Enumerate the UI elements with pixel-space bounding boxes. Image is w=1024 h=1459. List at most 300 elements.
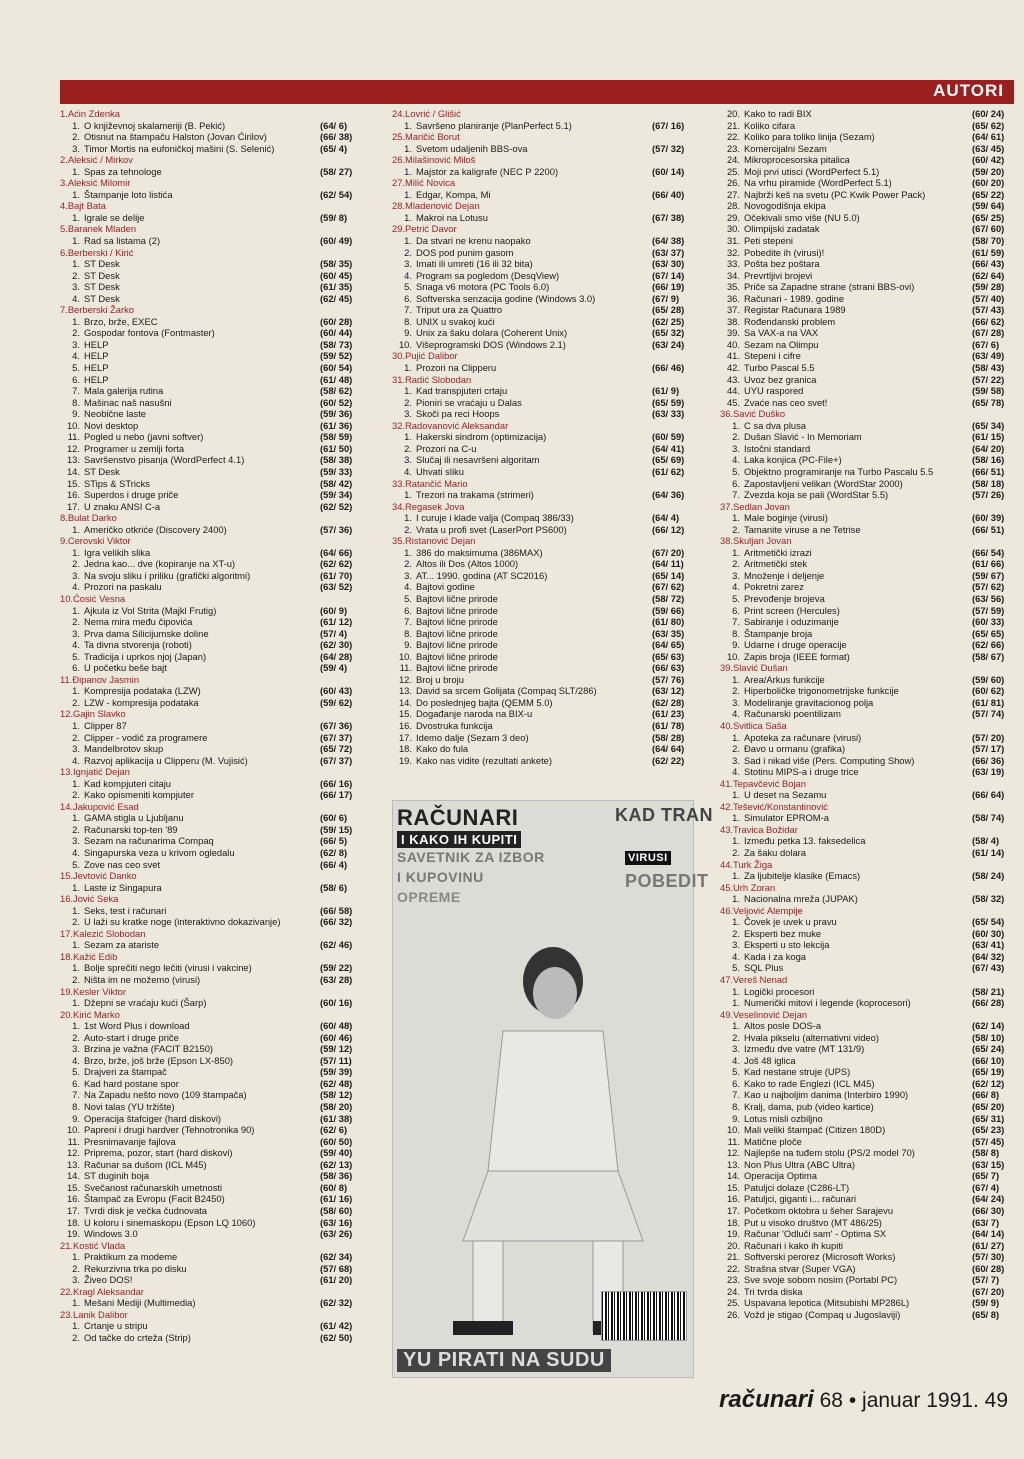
issue-page-reference: (58/ 32) [972, 893, 1005, 905]
article-entry [392, 258, 692, 270]
article-number: 2. [404, 396, 412, 408]
article-title: Priprema, pozor, start (hard diskovi) [84, 1147, 233, 1159]
article-title: Mali veliki štampač (Citizen 180D) [744, 1124, 886, 1136]
article-title: Aritmetički izrazi [744, 546, 812, 558]
article-title: Kompresija podataka (LZW) [84, 685, 201, 697]
issue-page-reference: (65/ 63) [652, 650, 685, 662]
article-entry [720, 420, 1012, 432]
issue-page-reference: (59/ 40) [320, 1147, 353, 1159]
issue-page-reference: (61/ 36) [320, 419, 353, 431]
article-number: 1. [404, 512, 412, 524]
article-title: Trezori na trakama (strimeri) [416, 489, 534, 501]
article-title: Računari i kako ih kupiti [744, 1239, 844, 1251]
article-entry [392, 431, 692, 443]
author-name: 5.Baranek Mladen [60, 223, 137, 235]
article-number: 1. [72, 604, 80, 616]
article-title: Superdos i druge priče [84, 489, 179, 501]
article-entry [392, 674, 692, 686]
article-title: C sa dva plusa [744, 419, 807, 431]
article-entry [60, 1228, 360, 1240]
issue-page-reference: (66/ 36) [972, 754, 1005, 766]
article-entry [392, 489, 692, 501]
article-title: Slučaj ili nesavršeni algoritam [416, 454, 540, 466]
article-entry [60, 835, 360, 847]
issue-page-reference: (58/ 6) [320, 881, 348, 893]
issue-page-reference: (64/ 24) [972, 1193, 1005, 1205]
article-number: 1. [732, 916, 740, 928]
issue-page-reference: (64/ 66) [320, 546, 353, 558]
article-title: Singapurska veza u krivom ogledalu [84, 847, 235, 858]
article-title: Strašna stvar (Super VGA) [744, 1262, 856, 1274]
issue-page-reference: (65/ 25) [972, 211, 1005, 223]
article-entry [60, 420, 360, 432]
author-name: 36.Savić Duško [720, 408, 786, 420]
issue-page-reference: (61/ 16) [320, 1193, 353, 1205]
issue-page-reference: (61/ 48) [320, 373, 353, 385]
article-entry [720, 1043, 1012, 1055]
issue-page-reference: (59/ 28) [972, 281, 1005, 293]
issue-page-reference: (60/ 54) [320, 362, 353, 374]
issue-page-reference: (62/ 12) [972, 1077, 1005, 1089]
article-entry [720, 489, 1012, 501]
article-number: 3. [404, 408, 412, 420]
article-number: 3. [72, 569, 80, 581]
article-entry [720, 986, 1012, 998]
article-entry [720, 350, 1012, 362]
article-entry [720, 200, 1012, 212]
magazine-logo: računari [719, 1386, 814, 1413]
issue-page-reference: (65/ 31) [972, 1112, 1005, 1124]
issue-page-reference: (61/ 9) [652, 385, 680, 397]
issue-page-reference: (60/ 49) [320, 235, 353, 247]
article-title: U znaku ANSI C-a [84, 500, 161, 512]
article-number: 2. [72, 616, 80, 628]
author-name: 12.Gajin Slavko [60, 708, 126, 720]
article-entry [60, 235, 360, 247]
article-title: Turbo Pascal 5.5 [744, 362, 815, 374]
issue-page-reference: (62/ 46) [320, 939, 353, 951]
issue-page-reference: (62/ 30) [320, 639, 353, 651]
article-title: Dvostruka funkcija [416, 719, 493, 731]
article-title: Da stvari ne krenu naopako [416, 235, 531, 247]
article-number: 2. [72, 131, 80, 143]
article-number: 26. [726, 177, 740, 189]
issue-page-reference: (65/ 7) [972, 1170, 1000, 1182]
article-title: Bajtovi lične prirode [416, 604, 498, 616]
article-number: 10. [726, 650, 740, 662]
article-title: Štampanje broja [744, 627, 813, 639]
article-entry [720, 431, 1012, 443]
article-entry [392, 639, 692, 651]
issue-page-reference: (58/ 36) [320, 1170, 353, 1182]
article-title: Koliko para toliko linija (Sezam) [744, 131, 875, 143]
article-number: 3. [732, 569, 740, 581]
issue-page-reference: (59/ 67) [972, 569, 1005, 581]
issue-page-reference: (58/ 38) [320, 454, 353, 466]
article-title: Kako do fula [416, 743, 469, 755]
author-name: 24.Lovrić / Glišić [392, 108, 461, 119]
article-title: Simulator EPROM-a [744, 812, 829, 824]
article-entry [60, 662, 360, 674]
article-entry [720, 1159, 1012, 1171]
article-title: Kada i za koga [744, 950, 807, 962]
article-entry [60, 131, 360, 143]
issue-page-reference: (64/ 36) [652, 489, 685, 501]
issue-page-reference: (65/ 59) [652, 396, 685, 408]
issue-page-reference: (58/ 16) [972, 454, 1005, 466]
author-name: 17.Kalezić Slobodan [60, 927, 146, 939]
article-title: Rekurzivna trka po disku [84, 1262, 187, 1274]
article-entry [60, 143, 360, 155]
article-title: Đavo u ormanu (grafika) [744, 743, 846, 755]
author-name: 14.Jakupović Esad [60, 800, 139, 812]
article-title: ST duginih boja [84, 1170, 149, 1182]
article-number: 14. [726, 1170, 740, 1182]
article-entry [720, 189, 1012, 201]
article-title: Igra velikih slika [84, 546, 151, 558]
article-title: Seks, test i računari [84, 904, 167, 916]
article-entry [720, 697, 1012, 709]
article-entry [392, 581, 692, 593]
article-title: Tri tvrda diska [744, 1285, 803, 1297]
article-title: Dušan Slavić - In Memoriam [744, 431, 862, 443]
article-entry [720, 1228, 1012, 1240]
issue-page-reference: (64/ 38) [652, 235, 685, 247]
article-number: 43. [726, 373, 740, 385]
issue-page-reference: (64/ 4) [652, 512, 680, 524]
issue-page-reference: (64/ 61) [972, 131, 1005, 143]
article-title: Kralj, dama, pub (video kartice) [744, 1101, 874, 1113]
article-entry [60, 1055, 360, 1067]
issue-page-reference: (65/ 19) [972, 1066, 1005, 1078]
article-entry [720, 581, 1012, 593]
issue-page-reference: (66/ 5) [320, 835, 348, 847]
article-number: 5. [404, 592, 412, 604]
article-title: Za šaku dolara [744, 847, 807, 858]
article-number: 10. [726, 1124, 740, 1136]
article-number: 2. [72, 974, 80, 986]
article-title: Tradicija i uprkos njoj (Japan) [84, 650, 207, 662]
issue-page-reference: (59/ 58) [972, 385, 1005, 397]
article-entry [720, 316, 1012, 328]
article-entry [60, 1263, 360, 1275]
article-entry [720, 327, 1012, 339]
article-title: Istočni standard [744, 442, 811, 454]
issue-page-reference: (61/ 27) [972, 1239, 1005, 1251]
cover-headline: RAČUNARI [397, 805, 519, 830]
article-title: SQL Plus [744, 962, 784, 974]
article-title: Savršenstvo pisanja (WordPerfect 4.1) [84, 454, 245, 466]
article-entry [720, 374, 1012, 386]
article-number: 15. [66, 1181, 80, 1193]
article-number: 1. [72, 523, 80, 535]
article-entry [392, 327, 692, 339]
article-entry [720, 362, 1012, 374]
article-title: Clipper - vodič za programere [84, 731, 208, 743]
article-number: 6. [72, 662, 80, 674]
article-number: 1. [72, 315, 80, 327]
issue-page-reference: (60/ 48) [320, 1020, 353, 1032]
issue-page-reference: (66/ 8) [972, 1089, 1000, 1101]
article-number: 5. [72, 362, 80, 374]
article-title: Pioniri se vraćaju u Dalas [416, 396, 522, 408]
article-title: Mikroprocesorska pitalica [744, 154, 850, 166]
issue-page-reference: (58/ 10) [972, 1031, 1005, 1043]
article-title: Prozori na Clipperu [416, 362, 497, 374]
article-number: 13. [66, 1158, 80, 1170]
issue-page-reference: (62/ 54) [320, 188, 353, 200]
issue-page-reference: (59/ 12) [320, 1043, 353, 1055]
article-title: Softverska senzacija godine (Windows 3.0) [416, 292, 596, 304]
article-number: 9. [404, 639, 412, 651]
issue-page-reference: (57/ 59) [972, 604, 1005, 616]
article-title: Stotinu MIPS-a i druge trice [744, 766, 859, 778]
issue-page-reference: (58/ 70) [972, 235, 1005, 247]
issue-page-reference: (66/ 10) [972, 1054, 1005, 1066]
magazine-cover-image [392, 800, 713, 1378]
issue-page-reference: (66/ 51) [972, 523, 1005, 535]
issue-page-reference: (60/ 9) [320, 604, 348, 616]
issue-page-reference: (65/ 72) [320, 743, 353, 755]
article-number: 2. [404, 523, 412, 535]
article-number: 2. [72, 269, 80, 281]
article-entry [60, 431, 360, 443]
article-entry [60, 847, 360, 859]
issue-page-reference: (67/ 60) [972, 223, 1005, 235]
issue-page-reference: (63/ 37) [652, 246, 685, 258]
article-number: 2. [732, 558, 740, 570]
article-entry [60, 939, 360, 951]
article-title: Uvoz bez granica [744, 373, 817, 385]
article-number: 1. [732, 870, 740, 882]
article-entry [720, 223, 1012, 235]
issue-page-reference: (65/ 65) [972, 627, 1005, 639]
article-entry [60, 489, 360, 501]
article-title: Mandelbrotov skup [84, 743, 164, 755]
article-title: Razvoj aplikacija u Clipperu (M. Vujisić) [84, 754, 248, 766]
article-number: 33. [726, 258, 740, 270]
article-number: 2. [72, 1262, 80, 1274]
article-number: 4. [732, 454, 740, 466]
issue-page-reference: (60/ 20) [972, 177, 1005, 189]
issue-page-reference: (58/ 62) [320, 385, 353, 397]
article-title: Sezam za atariste [84, 939, 160, 951]
article-number: 1. [72, 777, 80, 789]
issue-page-reference: (62/ 52) [320, 500, 353, 512]
article-number: 1. [72, 211, 80, 223]
author-name: 9.Cerovski Viktor [60, 535, 131, 547]
author-name: 47.Vereš Nenad [720, 974, 788, 986]
article-title: Crtanje u stripu [84, 1320, 148, 1332]
article-number: 2. [732, 1031, 740, 1043]
article-entry [720, 304, 1012, 316]
article-title: Računarski top-ten '89 [84, 823, 178, 835]
article-entry [720, 1101, 1012, 1113]
article-number: 4. [72, 292, 80, 304]
article-number: 1. [732, 835, 740, 847]
article-title: Sad i nikad više (Pers. Computing Show) [744, 754, 915, 766]
article-number: 35. [726, 281, 740, 293]
issue-page-reference: (59/ 22) [320, 962, 353, 974]
author-name: 20.Kirić Marko [60, 1008, 120, 1020]
article-entry [392, 755, 692, 767]
issue-page-reference: (67/ 16) [652, 119, 685, 131]
article-number: 1. [732, 673, 740, 685]
article-number: 6. [732, 604, 740, 616]
issue-page-reference: (58/ 35) [320, 258, 353, 270]
author-name: 22.Kragl Aleksandar [60, 1285, 144, 1297]
article-entry [60, 997, 360, 1009]
article-entry [720, 143, 1012, 155]
article-entry [60, 1320, 360, 1332]
article-number: 38. [726, 315, 740, 327]
article-title: Nacionalna mreža (JUPAK) [744, 893, 858, 905]
article-entry [392, 524, 692, 536]
article-entry [720, 1297, 1012, 1309]
article-title: Računar sa dušom (ICL M45) [84, 1158, 207, 1170]
article-title: Računarski poentilizam [744, 708, 841, 720]
article-number: 1. [404, 431, 412, 443]
issue-page-reference: (66/ 28) [972, 997, 1005, 1009]
article-number: 23. [726, 142, 740, 154]
article-number: 9. [404, 327, 412, 339]
issue-page-reference: (67/ 37) [320, 754, 353, 766]
article-title: U deset na Sezamu [744, 789, 827, 801]
article-title: Vožd je stigao (Compaq u Jugoslaviji) [744, 1308, 901, 1320]
article-number: 3. [72, 142, 80, 154]
article-entry [392, 466, 692, 478]
article-title: Non Plus Ultra (ABC Ultra) [744, 1158, 855, 1170]
issue-page-reference: (59/ 15) [320, 823, 353, 835]
article-number: 2. [404, 442, 412, 454]
article-title: Između petka 13. faksedelica [744, 835, 866, 847]
article-number: 1. [404, 546, 412, 558]
article-entry [392, 120, 692, 132]
issue-page-reference: (64/ 28) [320, 650, 353, 662]
cover-tagline: I KUPOVINU [397, 869, 484, 885]
article-number: 20. [726, 1239, 740, 1251]
article-entry [720, 547, 1012, 559]
article-number: 34. [726, 269, 740, 281]
article-entry [720, 558, 1012, 570]
article-entry [60, 189, 360, 201]
article-entry [60, 1182, 360, 1194]
article-title: Bajtovi godine [416, 581, 475, 593]
article-number: 5. [732, 962, 740, 974]
column-middle [392, 108, 692, 766]
issue-page-reference: (64/ 20) [972, 442, 1005, 454]
issue-page-reference: (60/ 33) [972, 616, 1005, 628]
article-number: 1. [732, 546, 740, 558]
article-entry [720, 1020, 1012, 1032]
article-entry [60, 1205, 360, 1217]
article-number: 19. [726, 1228, 740, 1240]
issue-page-reference: (65/ 62) [972, 119, 1005, 131]
article-title: U početku beše bajt [84, 662, 167, 674]
article-title: Zvezda koja se pali (WordStar 5.5) [744, 489, 889, 501]
article-title: Sabiranje i oduzimanje [744, 616, 839, 628]
issue-page-reference: (57/ 20) [972, 731, 1005, 743]
article-title: AT... 1990. godina (AT SC2016) [416, 569, 548, 581]
article-title: Otisnut na štampaču Halston (Jovan Ćirilov) [84, 131, 267, 143]
article-title: Tvrdi disk je večka čudnovata [84, 1204, 207, 1216]
author-name: 29.Petrić Davor [392, 223, 457, 235]
article-title: Višeprogramski DOS (Windows 2.1) [416, 338, 566, 350]
article-title: Triput ura za Quattro [416, 304, 503, 316]
article-entry [60, 685, 360, 697]
issue-page-reference: (59/ 52) [320, 350, 353, 362]
section-title: AUTORI [933, 81, 1004, 100]
article-number: 44. [726, 385, 740, 397]
author-name: 40.Svitlica Saša [720, 719, 787, 731]
article-title: Kako to radi BIX [744, 108, 812, 119]
article-number: 5. [72, 858, 80, 870]
article-entry [720, 1078, 1012, 1090]
article-entry [720, 443, 1012, 455]
issue-page-reference: (66/ 38) [320, 131, 353, 143]
article-number: 7. [404, 616, 412, 628]
article-number: 1. [72, 546, 80, 558]
article-title: Svetom udaljenih BBS-ova [416, 142, 528, 154]
issue-page-reference: (63/ 33) [652, 408, 685, 420]
article-title: Kad hard postane spor [84, 1077, 179, 1089]
article-title: Altos posle DOS-a [744, 1020, 822, 1032]
article-entry [60, 1193, 360, 1205]
article-number: 1. [732, 419, 740, 431]
article-title: Clipper 87 [84, 719, 127, 731]
issue-page-reference: (61/ 42) [320, 1320, 353, 1332]
article-entry [720, 1066, 1012, 1078]
issue-page-reference: (60/ 42) [972, 154, 1005, 166]
article-entry [60, 524, 360, 536]
article-number: 1. [732, 812, 740, 824]
issue-page-reference: (66/ 58) [320, 904, 353, 916]
author-name: 19.Kesler Viktor [60, 985, 127, 997]
article-entry [60, 478, 360, 490]
article-entry [60, 962, 360, 974]
article-entry [392, 316, 692, 328]
issue-page-reference: (66/ 12) [652, 523, 685, 535]
issue-page-reference: (57/ 11) [320, 1054, 352, 1066]
article-number: 3. [404, 258, 412, 270]
issue-page-reference: (62/ 8) [320, 847, 348, 858]
issue-page-reference: (60/ 8) [320, 1181, 348, 1193]
article-title: Bajtovi lične prirode [416, 662, 498, 674]
issue-page-reference: (59/ 9) [972, 1297, 1000, 1309]
issue-page-reference: (64/ 32) [972, 950, 1005, 962]
issue-page-reference: (63/ 45) [972, 142, 1005, 154]
article-number: 2. [72, 731, 80, 743]
issue-page-reference: (62/ 50) [320, 1331, 353, 1343]
article-entry [392, 547, 692, 559]
article-entry [60, 859, 360, 871]
article-entry [60, 697, 360, 709]
article-number: 4. [732, 1054, 740, 1066]
issue-page-reference: (64/ 41) [652, 442, 685, 454]
article-title: Kad nestane struje (UPS) [744, 1066, 851, 1078]
issue-page-reference: (59/ 4) [320, 662, 348, 674]
article-entry [720, 385, 1012, 397]
article-number: 25. [726, 165, 740, 177]
article-number: 18. [66, 1216, 80, 1228]
issue-page-reference: (58/ 4) [972, 835, 1000, 847]
article-number: 12. [66, 442, 80, 454]
article-entry [60, 281, 360, 293]
article-entry [392, 189, 692, 201]
article-title: Vrata u profi svet (LaserPort PS600) [416, 523, 567, 535]
article-title: Živeo DOS! [84, 1274, 133, 1286]
issue-page-reference: (59/ 39) [320, 1066, 353, 1078]
